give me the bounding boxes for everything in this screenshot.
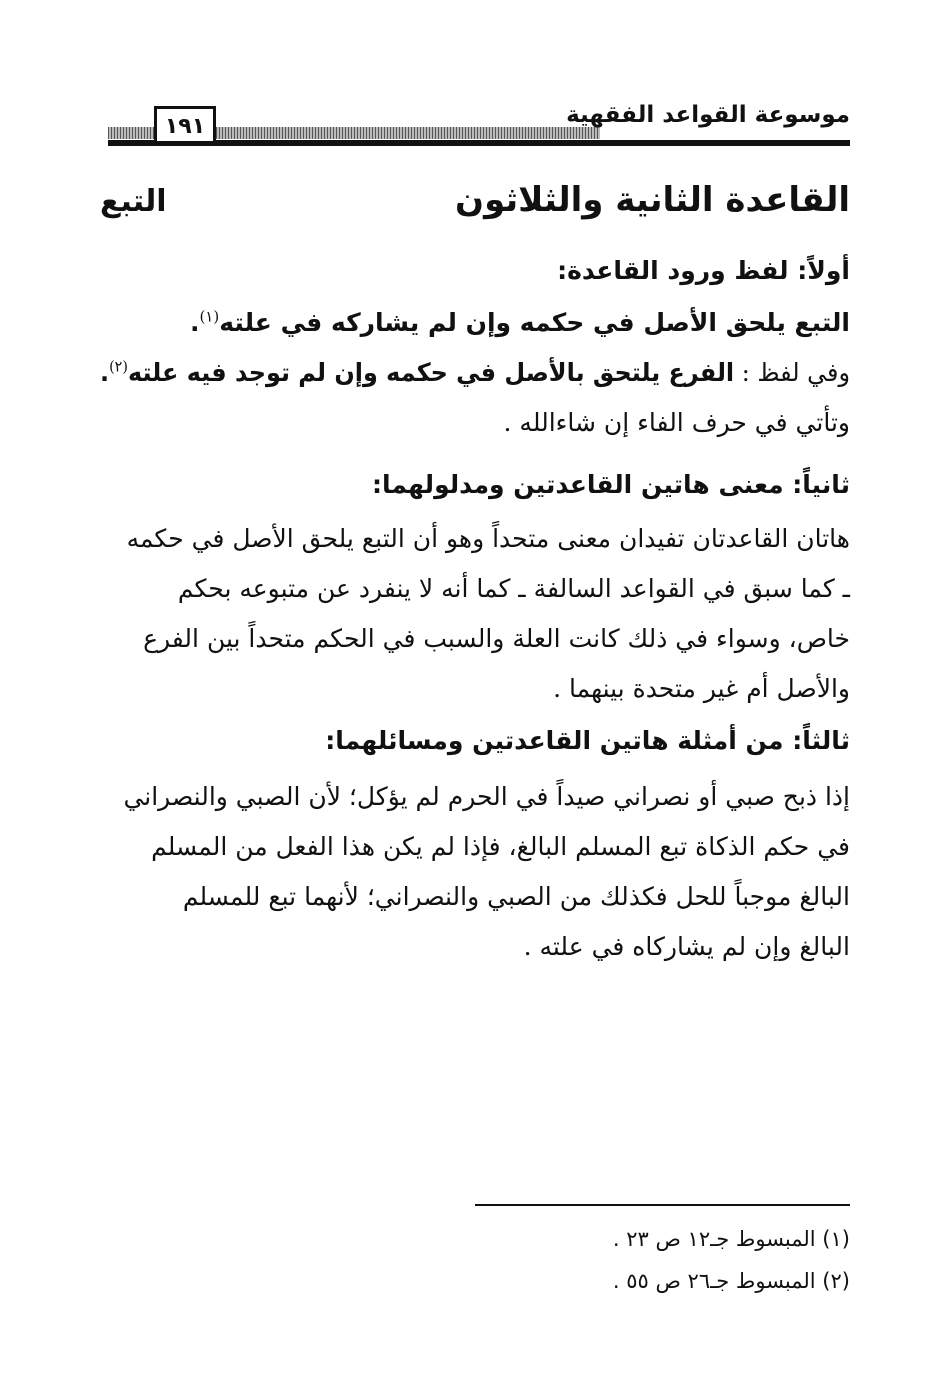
footnote-ref-2: (٢) — [109, 357, 128, 376]
book-title: موسوعة القواعد الفقهية — [566, 102, 850, 128]
rule-statement-line — [100, 298, 850, 348]
footnote-1: (١) المبسوط جـ١٢ ص ٢٣ . — [612, 1227, 850, 1251]
paragraph-line: هاتان القاعدتان تفيدان معنى متحداً وهو أن التبع يلحق الأصل في حكمه — [126, 524, 850, 553]
rule-keyword: التبع — [100, 184, 167, 219]
alt-wording-line — [99, 348, 850, 398]
page-number: ١٩١ — [154, 106, 216, 144]
rule-statement: التبع يلحق الأصل في حكمه وإن لم يشاركه في علته — [219, 308, 850, 337]
alt-wording-end: . — [99, 358, 110, 387]
footnote-separator — [475, 1204, 850, 1206]
section-examples-body — [100, 772, 850, 972]
section-heading-meaning: ثانياً: معنى هاتين القاعدتين ومدلولهما: — [372, 470, 850, 499]
paragraph-line: خاص، وسواء في ذلك كانت العلة والسبب في الحكم متحداً بين الفرع — [143, 624, 850, 653]
paragraph-line: البالغ موجباً للحل فكذلك من الصبي والنصراني؛ لأنهما تبع للمسلم — [182, 882, 850, 911]
paragraph-line: في حكم الذكاة تبع المسلم البالغ، فإذا لم يكن هذا الفعل من المسلم — [151, 832, 850, 861]
running-header — [108, 100, 850, 148]
section-heading-examples: ثالثاً: من أمثلة هاتين القاعدتين ومسائلهما: — [325, 726, 850, 755]
alt-wording: الفرع يلتحق بالأصل في حكمه وإن لم توجد فيه علته — [127, 358, 735, 387]
footnote-ref-1: (١) — [199, 307, 220, 326]
rule-statement-end: . — [189, 308, 200, 337]
footnotes — [613, 1218, 850, 1302]
section-heading-wording: أولاً: لفظ ورود القاعدة: — [557, 256, 850, 285]
paragraph-line: إذا ذبح صبي أو نصراني صيداً في الحرم لم يؤكل؛ لأن الصبي والنصراني — [123, 782, 850, 811]
cross-reference-line: وتأتي في حرف الفاء إن شاءالله . — [503, 408, 850, 437]
alt-wording-prefix: وفي لفظ : — [734, 358, 850, 387]
section-wording-body — [100, 298, 850, 448]
rule-title: القاعدة الثانية والثلاثون — [455, 180, 850, 220]
paragraph-line: ـ كما سبق في القواعد السالفة ـ كما أنه لا ينفرد عن متبوعه بحكم — [177, 574, 850, 603]
section-meaning-body — [100, 514, 850, 714]
paragraph-line: والأصل أم غير متحدة بينهما . — [553, 674, 850, 703]
footnote-2: (٢) المبسوط جـ٢٦ ص ٥٥ . — [612, 1269, 850, 1293]
paragraph-line: البالغ وإن لم يشاركاه في علته . — [523, 932, 850, 961]
header-rule — [108, 140, 850, 146]
